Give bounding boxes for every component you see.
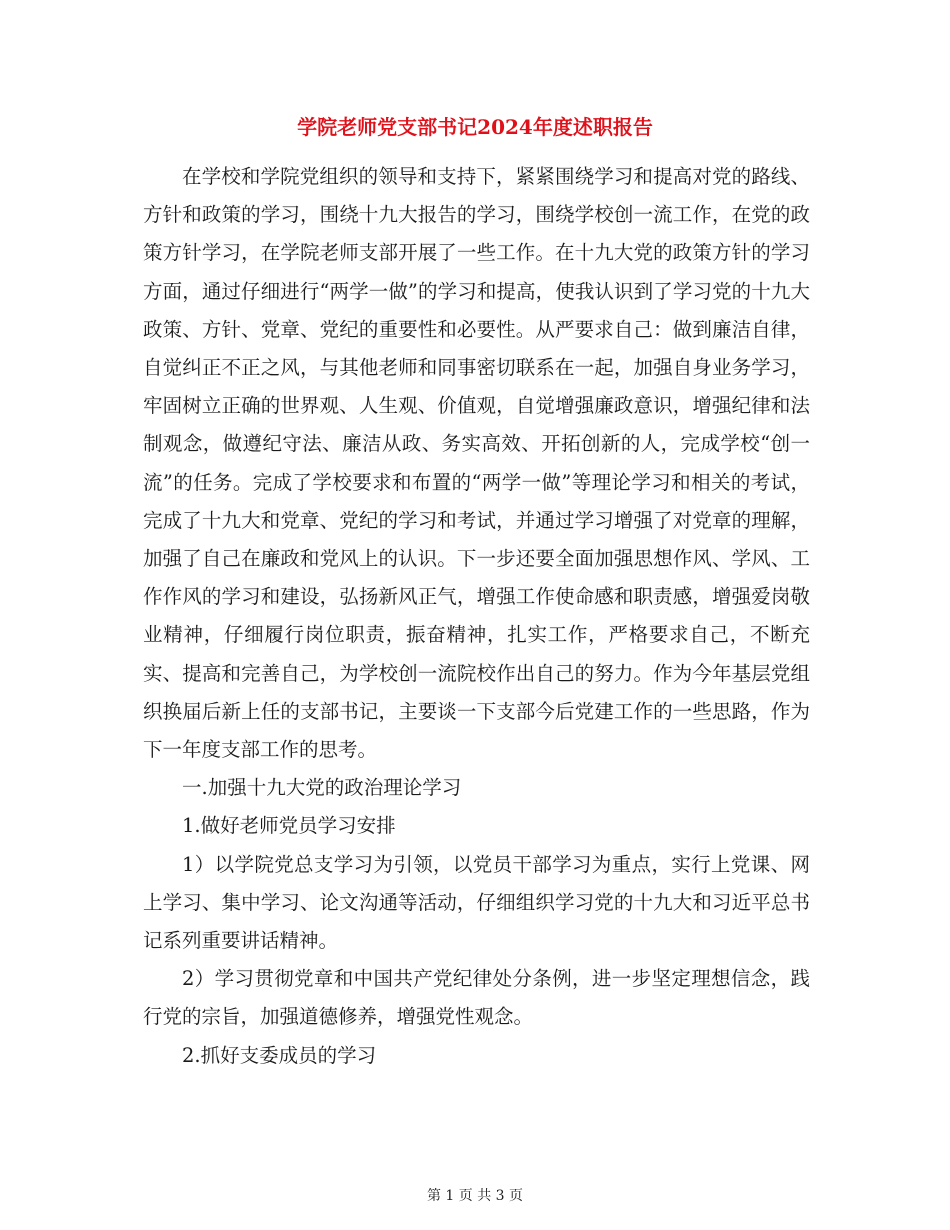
page-footer: 第 1 页 共 3 页 [426, 1188, 524, 1204]
paragraph-intro: 在学校和学院党组织的领导和支持下，紧紧围绕学习和提高对党的路线、方针和政策的学习，围绕十九大报告的学习，围绕学校创一流工作，在党的政策方针学习，在学院老师支部开展了一些工作。在十九大党的政策方针的学习方面，通过仔细进行“两学一做”的学习和提高，使我认识到了学习党的十九大政策、方针、党章、党纪的重要性和必要性。从严要求自己：做到廉洁自律，自觉纠正不正之风，与其他老师和同事密切联系在一起，加强自身业务学习，牢固树立正确的世界观、人生观、价值观，自觉增强廉政意识，增强纪律和法制观念，做遵纪守法、廉洁从政、务实高效、开拓创新的人，完成学校“创一流”的任务。完成了学校要求和布置的“两学一做”等理论学习和相关的考试，完成了十九大和党章、党纪的学习和考试，并通过学习增强了对党章的理解，加强了自己在廉政和党风上的认识。下一步还要全面加强思想作风、学风、工作作风的学习和建设，弘扬新风正气，增强工作使命感和职责感，增强爱岗敬业精神，仔细履行岗位职责，振奋精神，扎实工作，严格要求自己，不断充实、提高和完善自己，为学校创一流院校作出自己的努力。作为今年基层党组织换届后新上任的支部书记，主要谈一下支部今后党建工作的一些思路，作为下一年度支部工作的思考。 [143, 165, 810, 762]
list-item-1: 1）以学院党总支学习为引领，以党员干部学习为重点，实行上党课、网上学习、集中学习、论文沟通等活动，仔细组织学习党的十九大和习近平总书记系列重要讲话精神。 [143, 852, 810, 953]
list-item-2: 2）学习贯彻党章和中国共产党纪律处分条例，进一步坚定理想信念，践行党的宗旨，加强道德修养，增强党性观念。 [143, 967, 810, 1029]
subsection-heading-1: 1.做好老师党员学习安排 [182, 814, 396, 838]
document-title: 学院老师党支部书记2024年度述职报告 [297, 115, 653, 139]
section-heading-1: 一.加强十九大党的政治理论学习 [182, 776, 462, 800]
subsection-heading-2: 2.抓好支委成员的学习 [182, 1043, 377, 1067]
document-body [143, 158, 810, 1075]
